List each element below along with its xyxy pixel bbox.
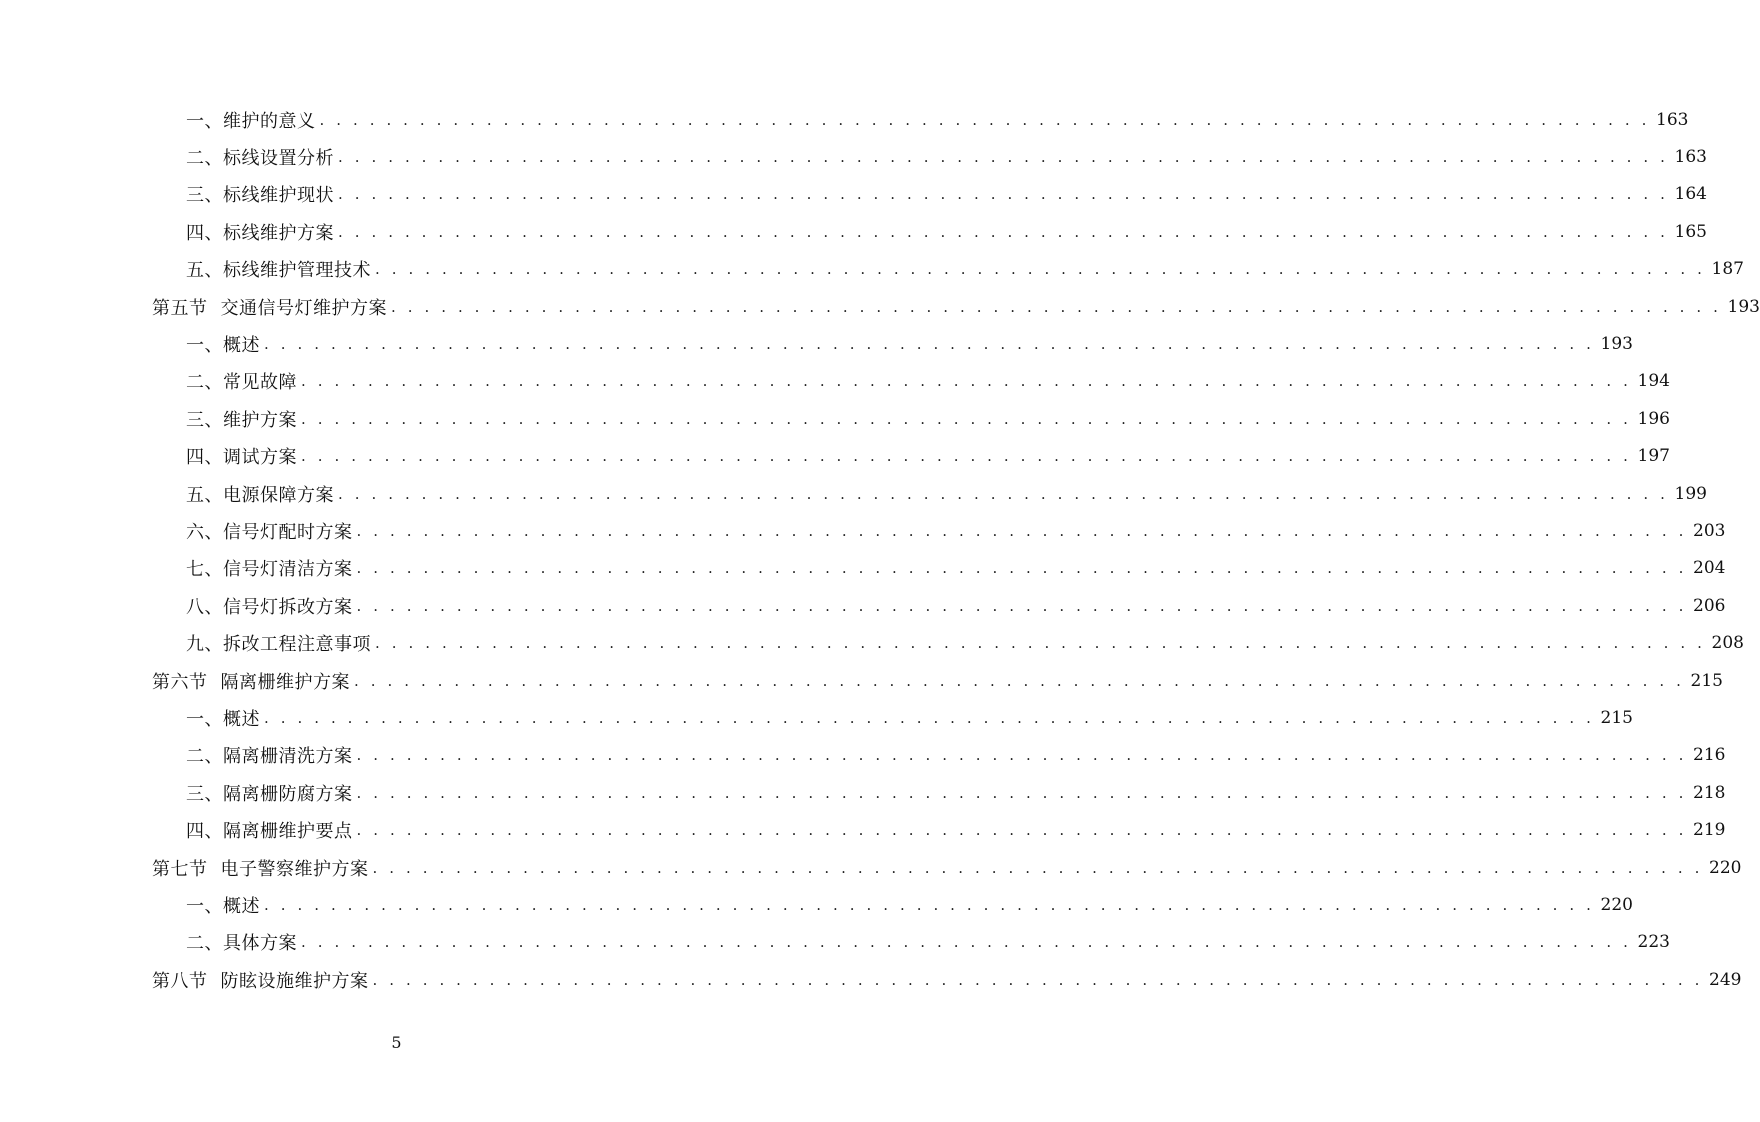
toc-entry-page: 208 <box>1711 633 1744 654</box>
toc-entry-page: 165 <box>1674 221 1707 242</box>
toc-entry-number: 八、 <box>186 596 223 618</box>
dot-leader: . . . . . . . . . . . . . . . . . . . . . . . . . . . . . . . . . . . . . . . . . . . . . . . . . . . . . . . . . . . . . . . . . . . . . . . . . . . . . . . . <box>356 596 1688 615</box>
toc-entry-page: 197 <box>1637 446 1670 467</box>
toc-entry-label <box>186 817 357 843</box>
toc-entry-page: 219 <box>1693 820 1726 841</box>
dot-leader: . . . . . . . . . . . . . . . . . . . . . . . . . . . . . . . . . . . . . . . . . . . . . . . . . . . . . . . . . . . . . . . . . . . . . . . . . . . . . . . . <box>356 521 1688 540</box>
toc-entry-label <box>152 855 373 881</box>
toc-entry-title: 电源保障方案 <box>223 484 334 506</box>
dot-leader: . . . . . . . . . . . . . . . . . . . . . . . . . . . . . . . . . . . . . . . . . . . . . . . . . . . . . . . . . . . . . . . . . . . . . . . . . . . . . . . . <box>356 746 1688 765</box>
toc-entry-page: 215 <box>1690 670 1723 691</box>
toc-entry-title: 标线设置分析 <box>223 148 334 170</box>
toc-entry-number: 四、 <box>186 447 223 469</box>
toc-entry-label <box>186 555 357 581</box>
dot-leader: . . . . . . . . . . . . . . . . . . . . . . . . . . . . . . . . . . . . . . . . . . . . . . . . . . . . . . . . . . . . . . . . . . . . . . . . . . . . . . . . <box>301 409 1632 428</box>
toc-entry-label <box>152 294 391 320</box>
toc-entry-number: 第五节 <box>152 297 208 319</box>
table-of-contents <box>0 101 1760 998</box>
toc-entry-title: 调试方案 <box>223 447 297 469</box>
dot-leader: . . . . . . . . . . . . . . . . . . . . . . . . . . . . . . . . . . . . . . . . . . . . . . . . . . . . . . . . . . . . . . . . . . . . . . . . . . . . . . . . <box>338 148 1669 167</box>
toc-entry-page: 220 <box>1709 857 1742 878</box>
toc-entry-label <box>186 107 320 133</box>
toc-entry-label <box>186 406 301 432</box>
dot-leader: . . . . . . . . . . . . . . . . . . . . . . . . . . . . . . . . . . . . . . . . . . . . . . . . . . . . . . . . . . . . . . . . . . . . . . . . . . . . . . . . <box>372 970 1704 989</box>
toc-entry-title: 隔离栅清洗方案 <box>223 746 353 768</box>
toc-entry-title: 概述 <box>223 335 260 357</box>
toc-entry-number: 一、 <box>186 708 223 730</box>
toc-entry-number: 第六节 <box>152 671 208 693</box>
toc-item-entry[interactable] <box>186 475 1707 512</box>
toc-entry-label <box>186 630 375 656</box>
toc-item-entry[interactable] <box>186 886 1633 923</box>
toc-item-entry[interactable] <box>186 624 1744 661</box>
toc-entry-title: 信号灯清洁方案 <box>223 559 353 581</box>
toc-entry-number: 一、 <box>186 110 223 132</box>
toc-entry-label <box>186 892 264 918</box>
dot-leader: . . . . . . . . . . . . . . . . . . . . . . . . . . . . . . . . . . . . . . . . . . . . . . . . . . . . . . . . . . . . . . . . . . . . . . . . . . . . . . . . <box>301 447 1632 466</box>
toc-entry-number: 九、 <box>186 634 223 656</box>
toc-item-entry[interactable] <box>186 251 1744 288</box>
toc-item-entry[interactable] <box>186 587 1726 624</box>
toc-section-entry[interactable] <box>152 849 1742 886</box>
toc-entry-page: 220 <box>1600 894 1633 915</box>
toc-entry-number: 五、 <box>186 260 223 282</box>
toc-entry-title: 拆改工程注意事项 <box>223 634 371 656</box>
dot-leader: . . . . . . . . . . . . . . . . . . . . . . . . . . . . . . . . . . . . . . . . . . . . . . . . . . . . . . . . . . . . . . . . . . . . . . . . . . . . . . . . <box>338 222 1669 241</box>
toc-entry-title: 隔离栅防腐方案 <box>223 783 353 805</box>
dot-leader: . . . . . . . . . . . . . . . . . . . . . . . . . . . . . . . . . . . . . . . . . . . . . . . . . . . . . . . . . . . . . . . . . . . . . . . . . . . . . . . . <box>356 821 1688 840</box>
toc-entry-number: 三、 <box>186 783 223 805</box>
dot-leader: . . . . . . . . . . . . . . . . . . . . . . . . . . . . . . . . . . . . . . . . . . . . . . . . . . . . . . . . . . . . . . . . . . . . . . . . . . . . . . . . <box>356 783 1688 802</box>
toc-entry-page: 216 <box>1693 745 1726 766</box>
page-number: 5 <box>391 1033 402 1052</box>
dot-leader: . . . . . . . . . . . . . . . . . . . . . . . . . . . . . . . . . . . . . . . . . . . . . . . . . . . . . . . . . . . . . . . . . . . . . . . . . . . . . . . . <box>375 634 1706 653</box>
toc-entry-label <box>152 967 373 993</box>
toc-entry-title: 具体方案 <box>223 933 297 955</box>
toc-item-entry[interactable] <box>186 811 1726 848</box>
toc-entry-label <box>152 668 354 694</box>
toc-entry-title: 常见故障 <box>223 372 297 394</box>
toc-entry-number: 四、 <box>186 222 223 244</box>
toc-entry-title: 标线维护管理技术 <box>223 260 371 282</box>
toc-entry-label <box>186 181 338 207</box>
toc-entry-page: 193 <box>1600 334 1633 355</box>
toc-entry-number: 一、 <box>186 895 223 917</box>
toc-entry-page: 193 <box>1727 296 1760 317</box>
dot-leader: . . . . . . . . . . . . . . . . . . . . . . . . . . . . . . . . . . . . . . . . . . . . . . . . . . . . . . . . . . . . . . . . . . . . . . . . . . . . . . . . <box>319 110 1651 129</box>
toc-entry-label <box>186 593 357 619</box>
toc-entry-number: 第七节 <box>152 858 208 880</box>
toc-entry-title: 维护的意义 <box>223 110 316 132</box>
toc-entry-label <box>186 742 357 768</box>
dot-leader: . . . . . . . . . . . . . . . . . . . . . . . . . . . . . . . . . . . . . . . . . . . . . . . . . . . . . . . . . . . . . . . . . . . . . . . . . . . . . . . . <box>264 708 1595 727</box>
toc-entry-number: 五、 <box>186 484 223 506</box>
toc-entry-label <box>186 518 357 544</box>
toc-entry-label <box>186 705 264 731</box>
toc-entry-number: 一、 <box>186 335 223 357</box>
toc-entry-title: 概述 <box>223 708 260 730</box>
toc-item-entry[interactable] <box>186 774 1726 811</box>
dot-leader: . . . . . . . . . . . . . . . . . . . . . . . . . . . . . . . . . . . . . . . . . . . . . . . . . . . . . . . . . . . . . . . . . . . . . . . . . . . . . . . . <box>372 858 1704 877</box>
toc-entry-label <box>186 331 264 357</box>
toc-entry-page: 215 <box>1600 707 1633 728</box>
toc-entry-page: 194 <box>1637 371 1670 392</box>
toc-entry-title: 标线维护现状 <box>223 185 334 207</box>
toc-entry-number: 四、 <box>186 821 223 843</box>
toc-entry-page: 203 <box>1693 520 1726 541</box>
dot-leader: . . . . . . . . . . . . . . . . . . . . . . . . . . . . . . . . . . . . . . . . . . . . . . . . . . . . . . . . . . . . . . . . . . . . . . . . . . . . . . . . <box>301 372 1632 391</box>
toc-entry-page: 204 <box>1693 558 1726 579</box>
toc-entry-page: 249 <box>1709 969 1742 990</box>
toc-entry-number: 三、 <box>186 185 223 207</box>
toc-entry-page: 187 <box>1711 259 1744 280</box>
dot-leader: . . . . . . . . . . . . . . . . . . . . . . . . . . . . . . . . . . . . . . . . . . . . . . . . . . . . . . . . . . . . . . . . . . . . . . . . . . . . . . . . <box>338 484 1669 503</box>
toc-item-entry[interactable] <box>186 400 1670 437</box>
toc-entry-number: 六、 <box>186 521 223 543</box>
toc-entry-title: 电子警察维护方案 <box>220 858 369 880</box>
toc-entry-label <box>186 144 338 170</box>
dot-leader: . . . . . . . . . . . . . . . . . . . . . . . . . . . . . . . . . . . . . . . . . . . . . . . . . . . . . . . . . . . . . . . . . . . . . . . . . . . . . . . . <box>338 185 1669 204</box>
toc-entry-label <box>186 256 375 282</box>
dot-leader: . . . . . . . . . . . . . . . . . . . . . . . . . . . . . . . . . . . . . . . . . . . . . . . . . . . . . . . . . . . . . . . . . . . . . . . . . . . . . . . . <box>264 335 1595 354</box>
toc-entry-title: 信号灯配时方案 <box>223 521 353 543</box>
dot-leader: . . . . . . . . . . . . . . . . . . . . . . . . . . . . . . . . . . . . . . . . . . . . . . . . . . . . . . . . . . . . . . . . . . . . . . . . . . . . . . . . <box>391 297 1722 316</box>
toc-entry-title: 交通信号灯维护方案 <box>220 297 387 319</box>
dot-leader: . . . . . . . . . . . . . . . . . . . . . . . . . . . . . . . . . . . . . . . . . . . . . . . . . . . . . . . . . . . . . . . . . . . . . . . . . . . . . . . . <box>375 260 1706 279</box>
toc-item-entry[interactable] <box>186 438 1670 475</box>
toc-entry-page: 196 <box>1637 408 1670 429</box>
toc-item-entry[interactable] <box>186 924 1670 961</box>
toc-entry-page: 218 <box>1693 782 1726 803</box>
toc-item-entry[interactable] <box>186 176 1707 213</box>
toc-entry-number: 二、 <box>186 746 223 768</box>
dot-leader: . . . . . . . . . . . . . . . . . . . . . . . . . . . . . . . . . . . . . . . . . . . . . . . . . . . . . . . . . . . . . . . . . . . . . . . . . . . . . . . . <box>264 895 1595 914</box>
dot-leader: . . . . . . . . . . . . . . . . . . . . . . . . . . . . . . . . . . . . . . . . . . . . . . . . . . . . . . . . . . . . . . . . . . . . . . . . . . . . . . . . <box>354 671 1685 690</box>
toc-item-entry[interactable] <box>186 363 1670 400</box>
toc-entry-label <box>186 481 338 507</box>
toc-entry-page: 199 <box>1674 483 1707 504</box>
toc-section-entry[interactable] <box>152 288 1760 325</box>
toc-item-entry[interactable] <box>186 699 1633 736</box>
toc-item-entry[interactable] <box>186 512 1726 549</box>
toc-entry-title: 概述 <box>223 895 260 917</box>
toc-entry-label <box>186 219 338 245</box>
toc-entry-page: 163 <box>1656 109 1689 130</box>
toc-entry-number: 二、 <box>186 372 223 394</box>
toc-entry-title: 隔离栅维护方案 <box>220 671 350 693</box>
toc-entry-label <box>186 929 301 955</box>
toc-entry-page: 163 <box>1674 147 1707 168</box>
toc-entry-title: 维护方案 <box>223 409 297 431</box>
toc-entry-title: 信号灯拆改方案 <box>223 596 353 618</box>
toc-entry-number: 二、 <box>186 148 223 170</box>
toc-section-entry[interactable] <box>152 662 1723 699</box>
toc-entry-title: 标线维护方案 <box>223 222 334 244</box>
toc-entry-label <box>186 443 301 469</box>
toc-entry-number: 三、 <box>186 409 223 431</box>
toc-entry-label <box>186 368 301 394</box>
dot-leader: . . . . . . . . . . . . . . . . . . . . . . . . . . . . . . . . . . . . . . . . . . . . . . . . . . . . . . . . . . . . . . . . . . . . . . . . . . . . . . . . <box>356 559 1688 578</box>
toc-entry-page: 223 <box>1637 932 1670 953</box>
dot-leader: . . . . . . . . . . . . . . . . . . . . . . . . . . . . . . . . . . . . . . . . . . . . . . . . . . . . . . . . . . . . . . . . . . . . . . . . . . . . . . . . <box>301 933 1632 952</box>
toc-item-entry[interactable] <box>186 325 1633 362</box>
toc-entry-label <box>186 780 357 806</box>
toc-section-entry[interactable] <box>152 961 1742 998</box>
toc-entry-number: 七、 <box>186 559 223 581</box>
toc-item-entry[interactable] <box>186 101 1689 138</box>
toc-entry-title: 防眩设施维护方案 <box>220 970 369 992</box>
toc-entry-page: 164 <box>1674 184 1707 205</box>
toc-entry-number: 第八节 <box>152 970 208 992</box>
toc-item-entry[interactable] <box>186 138 1707 175</box>
toc-entry-number: 二、 <box>186 933 223 955</box>
toc-item-entry[interactable] <box>186 550 1726 587</box>
toc-item-entry[interactable] <box>186 737 1726 774</box>
toc-item-entry[interactable] <box>186 213 1707 250</box>
toc-entry-page: 206 <box>1693 595 1726 616</box>
toc-entry-title: 隔离栅维护要点 <box>223 821 353 843</box>
